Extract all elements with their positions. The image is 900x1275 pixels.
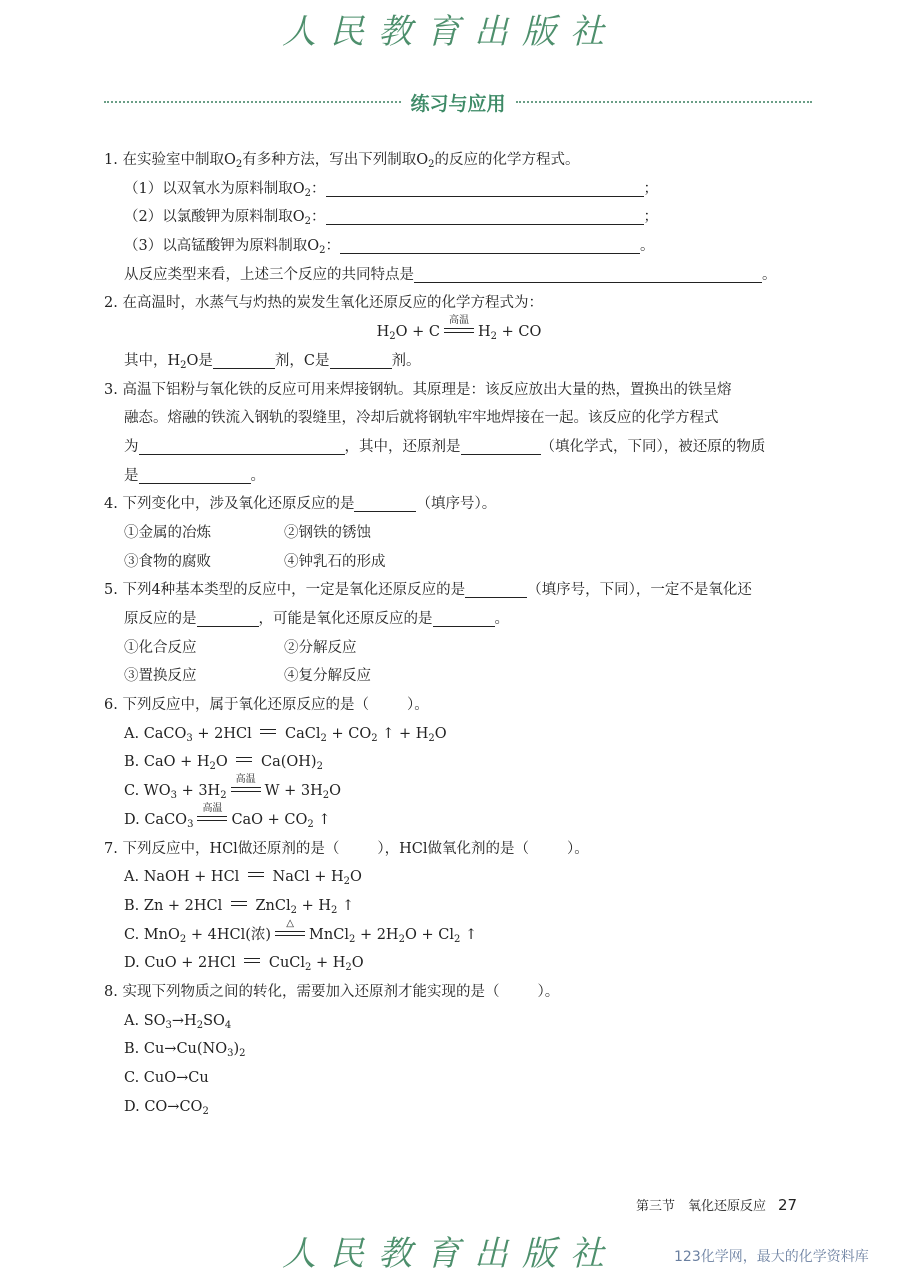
subscript: 2: [305, 962, 312, 974]
eq-part: C. MnO: [124, 926, 180, 943]
q7-stem: ），HCl做氧化剂的是（: [377, 840, 529, 857]
eq-part: CaO + CO: [231, 811, 308, 828]
q2-stem: 2. 在高温时，水蒸气与灼热的炭发生氧化还原反应的化学方程式为：: [104, 295, 543, 312]
eq-part: CaCl: [280, 725, 321, 742]
eq-part: CuCl: [264, 955, 306, 972]
eq-part: O + Cl: [404, 926, 454, 943]
q7-option-c: [104, 917, 814, 950]
divider-right: [516, 101, 813, 103]
subscript: 2: [490, 331, 498, 343]
answer-blank[interactable]: [139, 436, 345, 455]
eq-part: O: [434, 725, 447, 742]
subscript: 2: [307, 818, 314, 830]
reaction-condition: [444, 315, 474, 335]
page-footer: [636, 1195, 797, 1214]
question-5: [104, 576, 814, 605]
q4-stem: 4. 下列变化中，涉及氧化还原反应的是: [104, 496, 355, 513]
eq-part: + H: [297, 897, 332, 914]
semicolon: ；: [643, 180, 658, 197]
q5-text: 5. 下列4种基本类型的反应中，一定是氧化还原反应的是: [104, 582, 466, 599]
option: ①金属的冶炼: [124, 524, 211, 541]
eq-part: NaCl + H: [267, 869, 344, 886]
q4-options-row-2: [104, 548, 814, 577]
q5-text: 。: [494, 611, 509, 627]
subscript: 2: [319, 245, 326, 257]
semicolon: ；: [643, 209, 658, 226]
answer-blank[interactable]: [465, 579, 527, 598]
equals-sign: [231, 901, 247, 906]
colon: ：: [311, 180, 326, 197]
equals-bars: [275, 931, 305, 936]
answer-blank[interactable]: [354, 493, 416, 512]
subscript: 2: [371, 732, 378, 744]
condition-label: 高温: [449, 315, 469, 327]
subscript: 3: [187, 818, 194, 830]
equals-bars: [231, 787, 261, 792]
eq-part: Ca(OH): [256, 754, 317, 771]
q2-blanks: [104, 347, 814, 376]
option: ③置换反应: [124, 668, 197, 685]
subscript: 2: [389, 331, 396, 343]
eq-part: H: [376, 324, 390, 341]
answer-blank[interactable]: [461, 436, 541, 455]
q3-text: 是: [124, 467, 139, 484]
q5-text: 原反应的是: [124, 611, 197, 627]
heat-triangle-label: △: [286, 917, 294, 929]
subscript: 2: [345, 962, 352, 974]
eq-part: + CO: [326, 725, 372, 742]
answer-blank[interactable]: [213, 350, 275, 369]
eq-part: C. WO: [124, 783, 171, 800]
option: ③食物的腐败: [124, 553, 211, 570]
q8-stem: 8. 实现下列物质之间的转化，需要加入还原剂才能实现的是（: [104, 983, 500, 1000]
subscript: 2: [322, 790, 330, 802]
eq-part: D. CO→CO: [124, 1098, 203, 1115]
q6-option-b: [104, 748, 814, 777]
equals-sign: [244, 958, 260, 963]
subscript: 2: [304, 187, 311, 199]
subscript: 2: [320, 732, 327, 744]
question-1-summary: [104, 261, 814, 290]
eq-part: A. NaOH + HCl: [124, 869, 244, 886]
question-1-part-3: [104, 232, 814, 261]
question-1: [104, 146, 814, 175]
q6-option-a: [104, 720, 814, 749]
colon: ：: [325, 238, 340, 255]
subscript: 3: [170, 790, 177, 802]
option: ①化合反应: [124, 639, 197, 656]
publisher-watermark-top: 人民教育出版社: [282, 12, 618, 52]
question-6: [104, 691, 814, 720]
page-number: 27: [778, 1196, 798, 1214]
eq-part: A. SO: [124, 1012, 166, 1029]
q8-option-a: [104, 1007, 814, 1036]
eq-part: + 2H: [355, 926, 399, 943]
subscript: 2: [220, 790, 227, 802]
footer-section-title: 第三节 氧化还原反应: [636, 1199, 767, 1214]
eq-part: H: [478, 324, 491, 341]
condition-label: 高温: [202, 802, 223, 814]
subscript: 2: [343, 876, 350, 888]
answer-blank[interactable]: [340, 235, 640, 254]
q8-stem: ）。: [537, 983, 560, 1000]
eq-part: + 4HCl(浓): [186, 926, 272, 943]
subscript: 3: [227, 1048, 234, 1060]
reaction-condition: [275, 917, 305, 938]
eq-part: + CO: [497, 324, 542, 341]
q3-text: 3. 高温下铝粉与氧化铁的反应可用来焊接钢轨。其原理是：该反应放出大量的热，置换出的铁呈熔: [104, 381, 732, 398]
reaction-condition: [231, 774, 261, 794]
subscript: 3: [186, 732, 193, 744]
q6-option-d: [104, 802, 814, 835]
option: ②钢铁的锈蚀: [284, 524, 371, 541]
option: ④复分解反应: [284, 668, 371, 685]
subscript: 2: [235, 159, 243, 170]
q8-option-d: [104, 1093, 814, 1122]
eq-part: B. Zn + 2HCl: [124, 897, 227, 914]
answer-blank[interactable]: [326, 206, 644, 225]
q3-text: 为: [124, 438, 139, 455]
equals-bars: [444, 328, 474, 333]
question-8: [104, 978, 814, 1007]
answer-blank[interactable]: [330, 350, 392, 369]
q1-summary-text: 从反应类型来看，上述三个反应的共同特点是: [124, 266, 414, 283]
eq-part: O: [349, 869, 362, 886]
eq-part: ↑: [313, 811, 331, 828]
eq-part: B. Cu→Cu(NO: [124, 1041, 228, 1058]
answer-blank[interactable]: [326, 178, 644, 197]
subscript: 2: [239, 1048, 246, 1060]
q1-part-label: （2）以氯酸钾为原料制取O: [124, 209, 305, 226]
eq-part: ZnCl: [250, 897, 291, 914]
eq-part: O: [215, 754, 233, 771]
subscript: 2: [428, 159, 435, 170]
subscript: 2: [209, 761, 216, 773]
subscript: 4: [224, 1019, 232, 1031]
q5-options-row-2: [104, 662, 814, 691]
eq-part: + 3H: [176, 783, 221, 800]
eq-part: + H: [311, 955, 346, 972]
subscript: 2: [316, 761, 323, 773]
question-2: [104, 289, 814, 318]
exercise-list: [104, 146, 814, 1121]
q2-text: 剂，C是: [274, 352, 330, 369]
q8-option-b: [104, 1035, 814, 1064]
subscript: 2: [304, 216, 311, 228]
subscript: 2: [290, 904, 298, 916]
option: ④钟乳石的形成: [284, 553, 386, 570]
equals-sign: [248, 872, 264, 877]
eq-part: ): [233, 1041, 240, 1058]
eq-part: C. CuO→Cu: [124, 1070, 209, 1086]
subscript: 2: [398, 933, 405, 945]
q2-text: O是: [186, 352, 213, 369]
question-3-line-3: [104, 433, 814, 462]
q7-stem: ）。: [566, 840, 589, 857]
eq-part: O: [329, 783, 342, 800]
q2-text: 剂。: [391, 352, 421, 369]
condition-label: 高温: [235, 774, 256, 786]
subscript: 2: [180, 359, 187, 371]
reaction-condition: [197, 802, 227, 823]
q1-part-label: （3）以高锰酸钾为原料制取O: [124, 238, 320, 255]
subscript: 2: [202, 1105, 209, 1117]
eq-part: ↑: [460, 926, 478, 943]
q5-text: ，可能是氧化还原反应的是: [258, 611, 433, 627]
question-7: [104, 835, 814, 864]
subscript: 2: [331, 904, 338, 916]
q3-text: ，其中，还原剂是: [344, 438, 461, 455]
period: 。: [762, 266, 777, 283]
eq-part: A. CaCO: [124, 725, 187, 742]
section-title: 练习与应用: [410, 92, 506, 115]
subscript: 2: [348, 933, 356, 945]
subscript: 2: [453, 933, 461, 945]
eq-part: O: [351, 955, 364, 972]
q7-stem: 7. 下列反应中，HCl做还原剂的是（: [104, 840, 340, 857]
section-header: [104, 88, 812, 116]
q6-stem: 6. 下列反应中，属于氧化还原反应的是（: [104, 697, 369, 714]
period: 。: [640, 238, 655, 255]
question-3-line-4: [104, 462, 814, 491]
q7-option-d: [104, 949, 814, 978]
q2-equation: [104, 315, 814, 347]
question-4: [104, 490, 814, 519]
eq-part: ↑ + H: [377, 725, 429, 742]
q8-option-c: [104, 1064, 814, 1093]
q3-text: 。: [250, 467, 265, 484]
question-3: [104, 376, 814, 405]
option: ②分解反应: [284, 639, 357, 656]
q3-text: （填化学式，下同），被还原的物质: [540, 438, 766, 455]
q5-text: （填序号，下同），一定不是氧化还: [527, 582, 752, 599]
site-credit: 123化学网，最大的化学资料库: [674, 1249, 869, 1265]
question-1-part-1: [104, 175, 814, 204]
q7-option-a: [104, 863, 814, 892]
colon: ：: [311, 209, 326, 226]
answer-blank[interactable]: [433, 608, 495, 627]
q6-option-c: [104, 774, 814, 806]
q7-option-b: [104, 892, 814, 921]
answer-blank[interactable]: [197, 608, 259, 627]
eq-part: O + C: [395, 324, 440, 341]
question-5-line-2: [104, 605, 814, 634]
q4-stem: （填序号）。: [416, 496, 497, 513]
q1-stem: 有多种方法，写出下列制取O: [242, 152, 429, 168]
question-1-part-2: [104, 203, 814, 232]
publisher-watermark-bottom: 人民教育出版社: [282, 1234, 618, 1274]
divider-left: [104, 101, 401, 103]
q4-options-row-1: [104, 519, 814, 548]
equals-sign: [260, 729, 276, 734]
eq-part: ↑: [337, 897, 355, 914]
q1-stem: 1. 在实验室中制取O: [104, 152, 236, 168]
subscript: 3: [165, 1019, 172, 1031]
answer-blank[interactable]: [414, 264, 762, 283]
q2-text: 其中，H: [124, 352, 181, 369]
eq-part: D. CaCO: [124, 811, 188, 828]
question-3-line-2: [104, 404, 814, 433]
eq-part: W + 3H: [264, 783, 323, 800]
subscript: 2: [196, 1019, 204, 1031]
subscript: 2: [428, 732, 435, 744]
eq-part: →H: [171, 1012, 197, 1029]
q1-part-label: （1）以双氧水为原料制取O: [124, 180, 305, 197]
q3-text: 融态。熔融的铁流入钢轨的裂缝里，冷却后就将钢轨牢牢地焊接在一起。该反应的化学方程式: [124, 410, 719, 427]
eq-part: B. CaO + H: [124, 754, 210, 771]
equals-sign: [236, 757, 252, 762]
eq-part: D. CuO + 2HCl: [124, 955, 241, 972]
q6-stem: ）。: [406, 697, 429, 714]
eq-part: + 2HCl: [192, 725, 257, 742]
subscript: 2: [179, 933, 187, 945]
eq-part: MnCl: [309, 926, 349, 943]
answer-blank[interactable]: [139, 465, 251, 484]
equals-bars: [197, 816, 227, 821]
eq-part: SO: [203, 1012, 225, 1029]
q1-stem: 的反应的化学方程式。: [434, 152, 580, 168]
q5-options-row-1: [104, 634, 814, 663]
